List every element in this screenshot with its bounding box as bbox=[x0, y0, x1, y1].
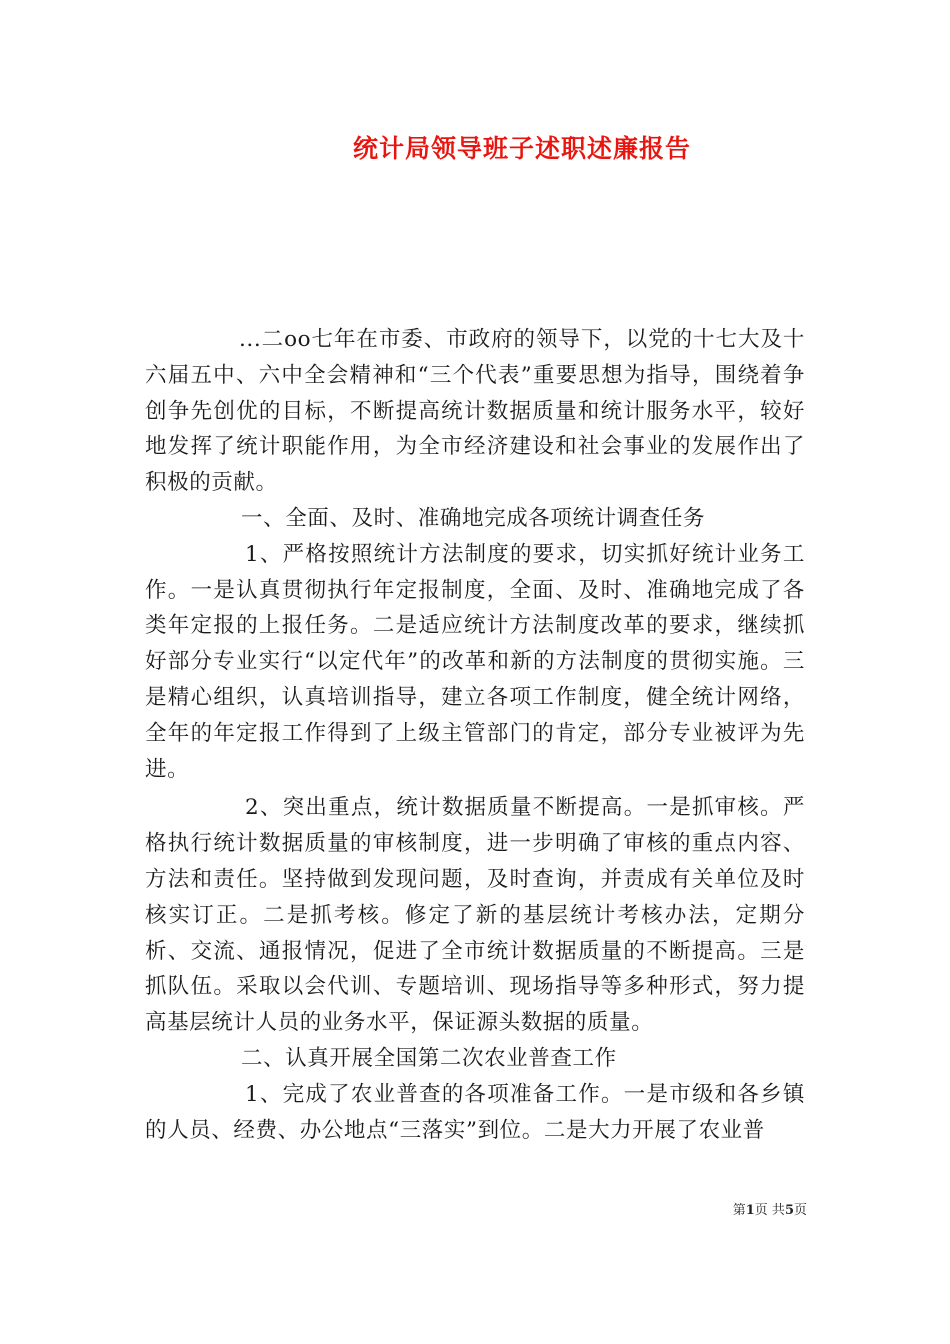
document-title: 统计局领导班子述职述廉报告 bbox=[352, 134, 691, 163]
document-body bbox=[145, 322, 805, 1148]
paragraph-2-1: 1、完成了农业普查的各项准备工作。一是市级和各乡镇的人员、经费、办公地点“三落实”到位。二是大力开展了农业普 bbox=[145, 1081, 805, 1143]
footer-prefix: 第 bbox=[732, 1203, 746, 1218]
footer-total-pages: 5 bbox=[784, 1203, 794, 1218]
intro-paragraph: ...二oo七年在市委、市政府的领导下，以党的十七大及十六届五中、六中全会精神和“三个代表”重要思想为指导，围绕着争创争先创优的目标，不断提高统计数据质量和统计服务水平，较好地发挥了统计职能作用，为全市经济建设和社会事业的发展作出了积极的贡献。 bbox=[145, 327, 805, 496]
footer-suffix: 页 bbox=[793, 1203, 807, 1218]
footer-middle: 页 共 bbox=[754, 1203, 785, 1218]
page-footer bbox=[0, 1202, 807, 1220]
paragraph-1-2: 2、突出重点，统计数据质量不断提高。一是抓审核。严格执行统计数据质量的审核制度，进一步明确了审核的重点内容、方法和责任。坚持做到发现问题，及时查询，并责成有关单位及时核实订正。二是抓考核。修定了新的基层统计考核办法，定期分析、交流、通报情况，促进了全市统计数据质量的不断提高。三是抓队伍。采取以会代训、专题培训、现场指导等多种形式，努力提高基层统计人员的业务水平，保证源头数据的质量。 bbox=[145, 795, 805, 1036]
footer-page-number: 1 bbox=[745, 1203, 755, 1218]
section-heading-1: 一、全面、及时、准确地完成各项统计调查任务 bbox=[241, 505, 706, 531]
paragraph-1-1: 1、严格按照统计方法制度的要求，切实抓好统计业务工作。一是认真贯彻执行年定报制度，全面、及时、准确地完成了各类年定报的上报任务。二是适应统计方法制度改革的要求，继续抓好部分专业实行“以定代年”的改革和新的方法制度的贯彻实施。三是精心组织，认真培训指导，建立各项工作制度，健全统计网络，全年的年定报工作得到了上级主管部门的肯定，部分专业被评为先进。 bbox=[145, 541, 805, 782]
section-heading-2: 二、认真开展全国第二次农业普查工作 bbox=[241, 1045, 617, 1071]
